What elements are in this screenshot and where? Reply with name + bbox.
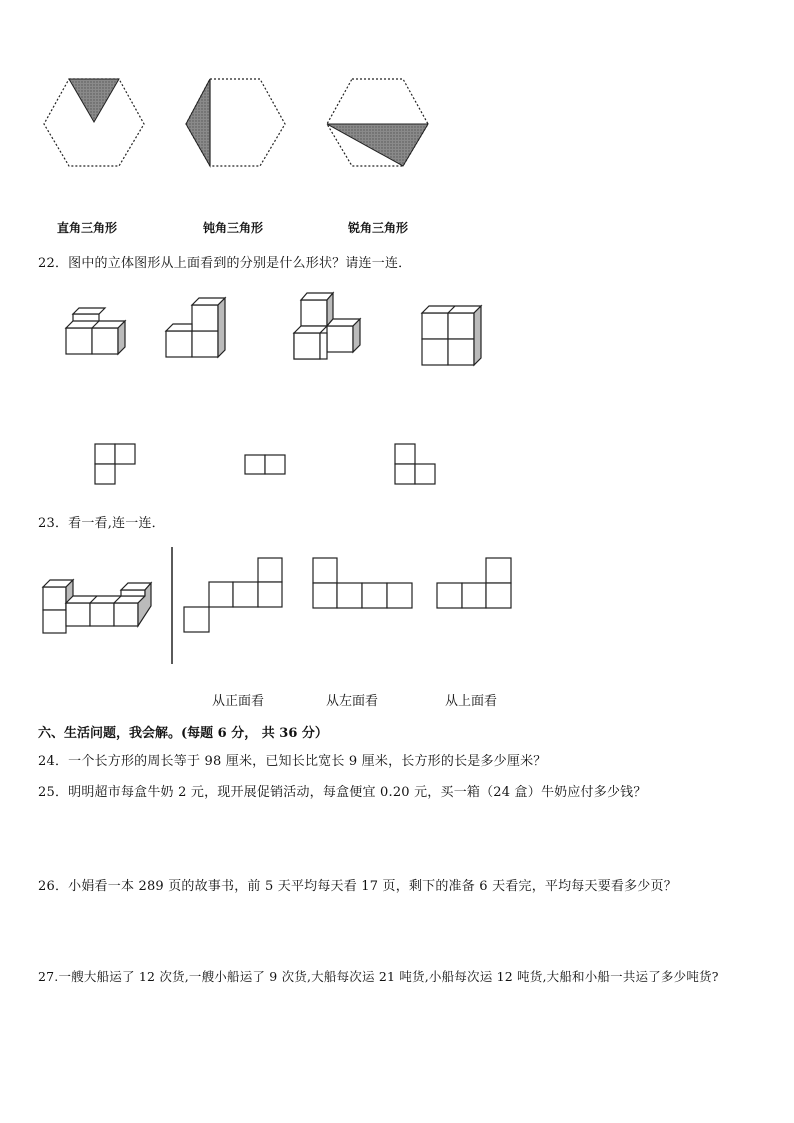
label-right-triangle: 直角三角形 (57, 221, 118, 235)
view-shape-3 (437, 558, 511, 608)
view-label-top: 从上面看 (445, 694, 498, 709)
view-shape-2 (313, 558, 412, 608)
question-26: 26．小娟看一本 289 页的故事书，前 5 天平均每天看 17 页，剩下的准备 6 天看完，平均每天要看多少页？ (38, 879, 677, 894)
view-label-front: 从正面看 (212, 694, 265, 709)
q23-solid (43, 580, 151, 633)
question-27: 27.一艘大船运了 12 次货,一艘小船运了 9 次货,大船每次运 21 吨货,小船每次运 12 吨货,大船和小船一共运了多少吨货? (38, 969, 719, 984)
label-acute-triangle: 锐角三角形 (348, 221, 409, 235)
question-23: 23．看一看,连一连． (38, 516, 165, 531)
question-25: 25．明明超市每盒牛奶 2 元，现开展促销活动，每盒便宜 0.20 元，买一箱（24 盒）牛奶应付多少钱？ (38, 785, 647, 800)
view-shape-1 (184, 558, 282, 632)
view-label-left: 从左面看 (326, 694, 379, 709)
question-24: 24．一个长方形的周长等于 98 厘米，已知长比宽长 9 厘米，长方形的长是多少厘米？ (38, 754, 547, 769)
label-obtuse-triangle: 钝角三角形 (203, 221, 264, 235)
question-22: 22．图中的立体图形从上面看到的分别是什么形状？请连一连． (38, 256, 412, 271)
section-6-title: 六、生活问题，我会解。(每题 6 分， 共 36 分） (38, 726, 328, 741)
